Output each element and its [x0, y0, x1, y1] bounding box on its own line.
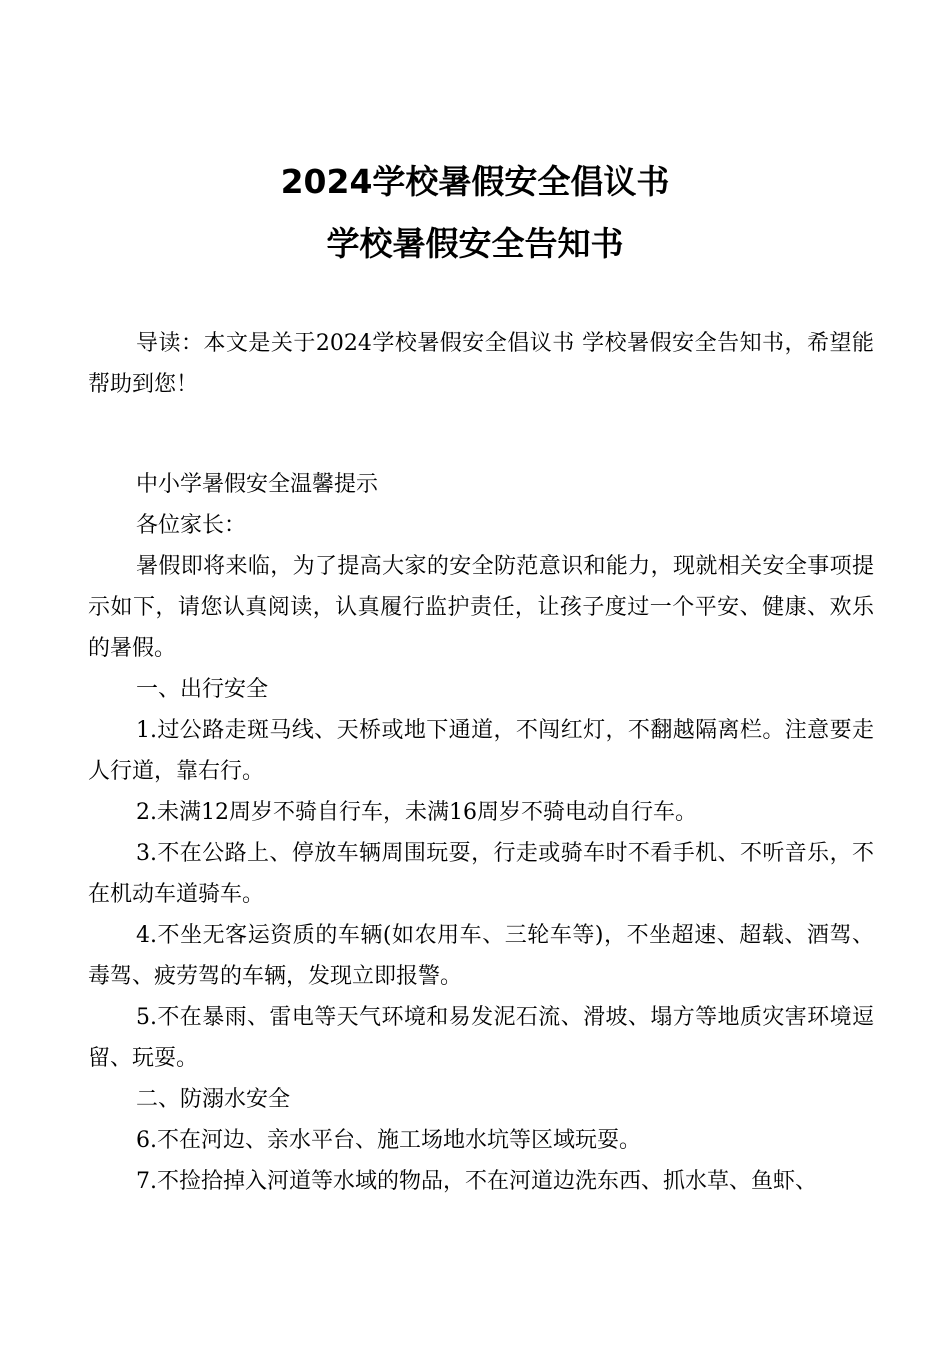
section-heading-travel: 一、出行安全 [136, 677, 269, 702]
document-body [88, 464, 874, 1202]
body-paragraph: 暑假即将来临，为了提高大家的安全防范意识和能力，现就相关安全事项提示如下，请您认真阅读，认真履行监护责任，让孩子度过一个平安、健康、欢乐的暑假。 [88, 554, 874, 661]
section-heading: 中小学暑假安全温馨提示 [136, 472, 379, 497]
list-item: 5.不在暴雨、雷电等天气环境和易发泥石流、滑坡、塌方等地质灾害环境逗留、玩耍。 [88, 1005, 874, 1071]
document-subtitle: 学校暑假安全告知书 [326, 224, 624, 263]
salutation: 各位家长： [136, 513, 247, 538]
list-item: 1.过公路走斑马线、天桥或地下通道，不闯红灯，不翻越隔离栏。注意要走人行道，靠右行。 [88, 718, 874, 784]
intro-paragraph: 导读：本文是关于2024学校暑假安全倡议书 学校暑假安全告知书，希望能帮助到您！ [88, 331, 874, 397]
list-item: 4.不坐无客运资质的车辆(如农用车、三轮车等)，不坐超速、超载、酒驾、毒驾、疲劳驾的车辆，发现立即报警。 [88, 923, 874, 989]
intro-section [88, 323, 874, 405]
list-item: 3.不在公路上、停放车辆周围玩耍，行走或骑车时不看手机、不听音乐，不在机动车道骑车。 [88, 841, 874, 907]
list-item: 2.未满12周岁不骑自行车，未满16周岁不骑电动自行车。 [136, 800, 697, 825]
document-title: 2024学校暑假安全倡议书 [280, 162, 670, 201]
section-heading-water: 二、防溺水安全 [136, 1087, 291, 1112]
list-item: 6.不在河边、亲水平台、施工场地水坑等区域玩耍。 [136, 1128, 641, 1153]
list-item: 7.不捡拾掉入河道等水域的物品，不在河道边洗东西、抓水草、鱼虾、 [136, 1169, 817, 1194]
